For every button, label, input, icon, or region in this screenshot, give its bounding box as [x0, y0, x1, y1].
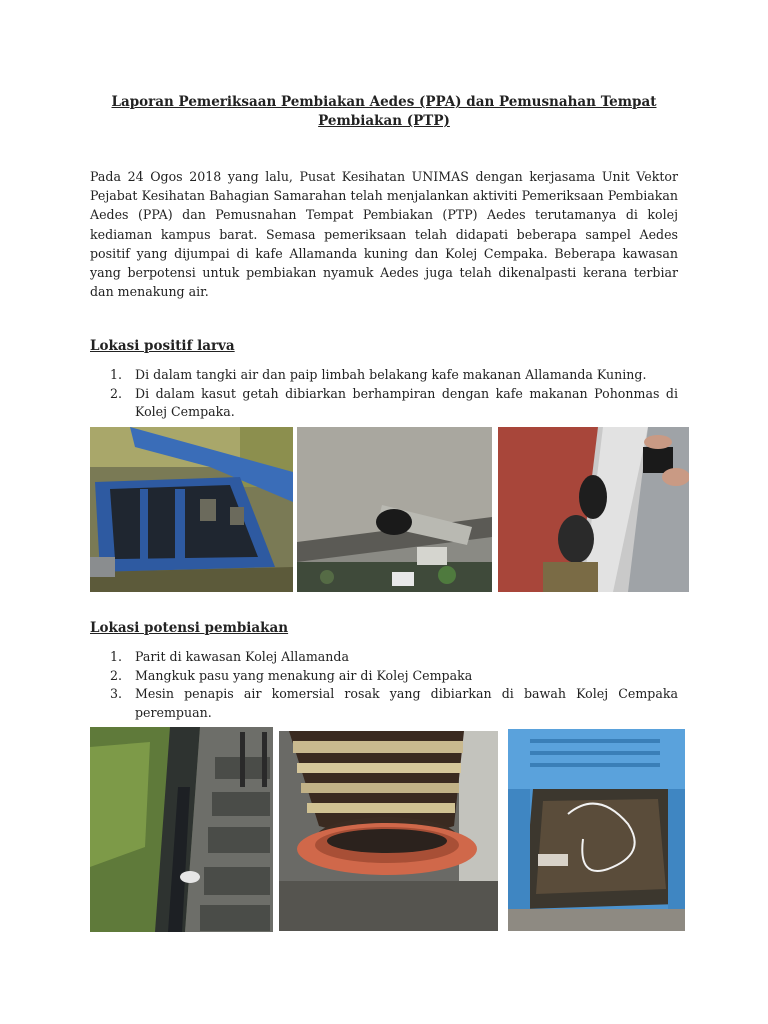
- potential-breeding-list: [90, 648, 678, 722]
- positive-larva-heading: Lokasi positif larva: [90, 338, 235, 354]
- photo-flower-pot: [279, 731, 498, 931]
- document-title: Laporan Pemeriksaan Pembiakan Aedes (PPA) dan Pemusnahan Tempat Pembiakan (PTP): [111, 94, 657, 129]
- list-item: 2. Di dalam kasut getah dibiarkan berhampiran dengan kafe makanan Pohonmas di Kolej Cempaka.: [110, 385, 678, 420]
- potential-breeding-heading: Lokasi potensi pembiakan: [90, 620, 289, 636]
- photo-drain-channel: [90, 727, 273, 932]
- photo-water-tank: [90, 427, 293, 592]
- list-item: 2. Mangkuk pasu yang menakung air di Kolej Cempaka: [110, 667, 473, 683]
- list-item: 3. Mesin penapis air komersial rosak yang dibiarkan di bawah Kolej Cempaka perempuan.: [110, 686, 678, 720]
- list-item: 1. Di dalam tangki air dan paip limbah belakang kafe makanan Allamanda Kuning.: [110, 367, 647, 382]
- list-item: 1. Parit di kawasan Kolej Allamanda: [110, 649, 349, 664]
- photo-rubber-boots: [498, 427, 689, 592]
- intro-paragraph: Pada 24 Ogos 2018 yang lalu, Pusat Kesihatan UNIMAS dengan kerjasama Unit Vektor Pejabat Kesihatan Bahagian Samarahan telah menjalankan aktiviti Pemeriksaan Pembiakan Aedes (PPA) dan Pemusnahan Tempat Pembiakan (PTP) Aedes terutamanya di kolej kediaman kampus barat. Semasa pemeriksaan telah didapati beberapa sampel Aedes positif yang dijumpai di kafe Allamanda kuning dan Kolej Cempaka. Beberapa kawasan yang berpotensi untuk pembiakan nyamuk Aedes juga telah dikenalpasti kerana terbiar dan menakung air.: [90, 169, 678, 300]
- positive-larva-list: [90, 366, 678, 422]
- photo-drain-pipe: [297, 427, 492, 592]
- photo-water-filter: [508, 729, 685, 931]
